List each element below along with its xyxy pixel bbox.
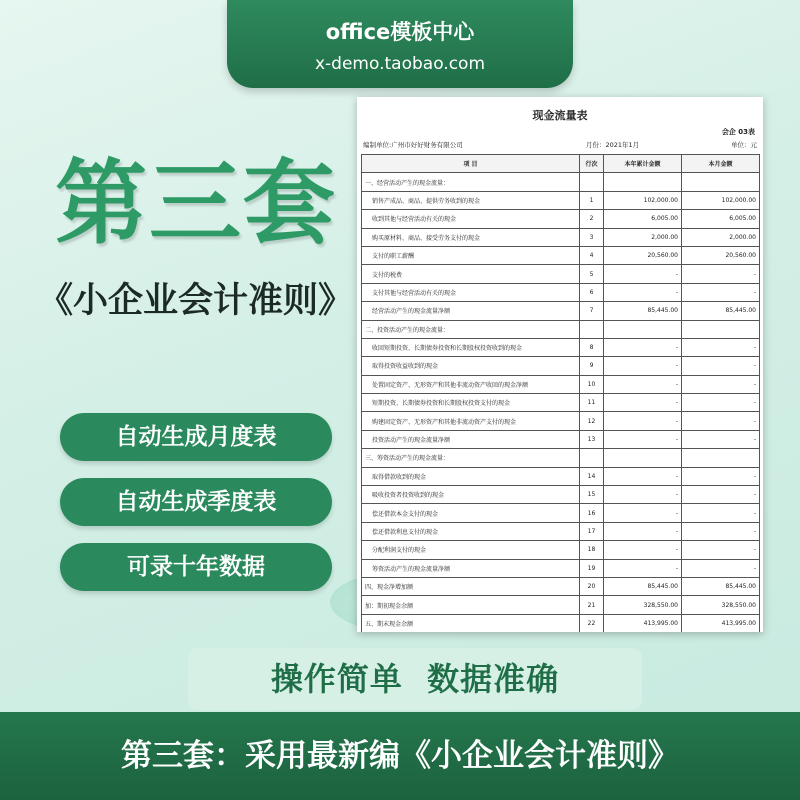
row-month-cell: -: [682, 559, 760, 577]
table-row: [362, 412, 760, 430]
row-item-cell: 四、现金净增加额: [362, 577, 580, 595]
row-ytd-cell: -: [604, 357, 682, 375]
row-month-cell: 85,445.00: [682, 302, 760, 320]
row-item-cell: 取得借款收到的现金: [362, 467, 580, 485]
row-month-cell: -: [682, 394, 760, 412]
row-month-cell: 102,000.00: [682, 191, 760, 209]
row-item-cell: 收回短期投资、长期债券投资和长期股权投资收到的现金: [362, 338, 580, 356]
table-row: [362, 596, 760, 614]
table-row: [362, 430, 760, 448]
table-header-row: [362, 155, 760, 173]
row-ytd-cell: -: [604, 412, 682, 430]
row-month-cell: [682, 449, 760, 467]
headline: 第三套: [55, 150, 338, 257]
document-month: 月份：2021年1月: [586, 141, 640, 149]
row-line-cell: 19: [580, 559, 604, 577]
table-row: [362, 375, 760, 393]
row-line-cell: 2: [580, 210, 604, 228]
row-item-cell: 支付的职工薪酬: [362, 246, 580, 264]
header-line: 行次: [580, 155, 604, 173]
row-month-cell: [682, 320, 760, 338]
row-line-cell: [580, 173, 604, 191]
row-ytd-cell: -: [604, 283, 682, 301]
row-line-cell: 18: [580, 541, 604, 559]
cash-flow-document: [357, 97, 763, 632]
tagline-text: 操作简单 数据准确: [270, 660, 560, 698]
table-row: [362, 191, 760, 209]
footer-banner: [0, 712, 800, 800]
row-month-cell: -: [682, 265, 760, 283]
row-item-cell: 筹资活动产生的现金流量净额: [362, 559, 580, 577]
row-line-cell: 8: [580, 338, 604, 356]
table-row: [362, 541, 760, 559]
table-body: [362, 173, 760, 632]
row-ytd-cell: [604, 449, 682, 467]
row-line-cell: 14: [580, 467, 604, 485]
row-line-cell: [580, 449, 604, 467]
row-month-cell: 413,995.00: [682, 614, 760, 632]
feature-pill-quarterly: 自动生成季度表: [60, 478, 332, 526]
row-line-cell: 7: [580, 302, 604, 320]
row-line-cell: [580, 320, 604, 338]
row-ytd-cell: -: [604, 265, 682, 283]
row-ytd-cell: [604, 320, 682, 338]
row-ytd-cell: -: [604, 522, 682, 540]
row-item-cell: 支付的税费: [362, 265, 580, 283]
row-item-cell: 经营活动产生的现金流量净额: [362, 302, 580, 320]
row-month-cell: -: [682, 430, 760, 448]
row-month-cell: -: [682, 375, 760, 393]
tagline-banner: [188, 648, 642, 710]
row-item-cell: 购买原材料、商品、接受劳务支付的现金: [362, 228, 580, 246]
document-meta: [363, 140, 757, 152]
row-month-cell: 20,560.00: [682, 246, 760, 264]
row-line-cell: 16: [580, 504, 604, 522]
document-form-number: 会企 03表: [721, 128, 755, 136]
row-item-cell: 偿还借款本金支付的现金: [362, 504, 580, 522]
row-item-cell: 短期投资、长期债券投资和长期股权投资支付的现金: [362, 394, 580, 412]
table-row: [362, 283, 760, 301]
row-item-cell: 五、期末现金余额: [362, 614, 580, 632]
row-line-cell: 12: [580, 412, 604, 430]
row-item-cell: 处置固定资产、无形资产和其他非流动资产收回的现金净额: [362, 375, 580, 393]
row-item-cell: 一、经营活动产生的现金流量：: [362, 173, 580, 191]
row-line-cell: 10: [580, 375, 604, 393]
row-item-cell: 支付其他与经营活动有关的现金: [362, 283, 580, 301]
banner-url: x-demo.taobao.com: [314, 54, 486, 74]
row-month-cell: 85,445.00: [682, 577, 760, 595]
row-month-cell: -: [682, 357, 760, 375]
table-row: [362, 338, 760, 356]
row-ytd-cell: -: [604, 375, 682, 393]
row-line-cell: 22: [580, 614, 604, 632]
row-line-cell: 21: [580, 596, 604, 614]
row-ytd-cell: 6,005.00: [604, 210, 682, 228]
table-row: [362, 504, 760, 522]
row-ytd-cell: -: [604, 504, 682, 522]
row-line-cell: 3: [580, 228, 604, 246]
subheadline: 《小企业会计准则》: [38, 281, 354, 321]
row-ytd-cell: -: [604, 486, 682, 504]
row-line-cell: 5: [580, 265, 604, 283]
row-line-cell: 13: [580, 430, 604, 448]
table-row: [362, 394, 760, 412]
table-row: [362, 449, 760, 467]
row-month-cell: -: [682, 522, 760, 540]
row-line-cell: 4: [580, 246, 604, 264]
table-row: [362, 228, 760, 246]
document-currency: 单位：元: [731, 141, 757, 149]
row-ytd-cell: 413,995.00: [604, 614, 682, 632]
table-row: [362, 320, 760, 338]
row-ytd-cell: -: [604, 467, 682, 485]
cash-flow-table: [361, 154, 760, 632]
row-ytd-cell: -: [604, 430, 682, 448]
row-ytd-cell: -: [604, 541, 682, 559]
document-unit: 编制单位:广州市好好财务有限公司: [363, 141, 463, 149]
row-item-cell: 分配利润支付的现金: [362, 541, 580, 559]
table-row: [362, 357, 760, 375]
table-row: [362, 614, 760, 632]
row-ytd-cell: 85,445.00: [604, 577, 682, 595]
row-item-cell: 投资活动产生的现金流量净额: [362, 430, 580, 448]
table-row: [362, 486, 760, 504]
feature-pill-monthly: 自动生成月度表: [60, 413, 332, 461]
document-title: 现金流量表: [532, 109, 588, 122]
header-month: 本月金额: [682, 155, 760, 173]
row-ytd-cell: 328,550.00: [604, 596, 682, 614]
row-month-cell: 328,550.00: [682, 596, 760, 614]
row-line-cell: 9: [580, 357, 604, 375]
row-line-cell: 11: [580, 394, 604, 412]
row-item-cell: 三、筹资活动产生的现金流量：: [362, 449, 580, 467]
row-item-cell: 加：期初现金余额: [362, 596, 580, 614]
row-ytd-cell: 2,000.00: [604, 228, 682, 246]
table-row: [362, 210, 760, 228]
row-ytd-cell: -: [604, 338, 682, 356]
row-ytd-cell: 85,445.00: [604, 302, 682, 320]
row-month-cell: -: [682, 338, 760, 356]
row-ytd-cell: 102,000.00: [604, 191, 682, 209]
banner-shop-name: office模板中心: [325, 20, 475, 44]
footer-text: 第三套：采用最新编《小企业会计准则》: [121, 738, 679, 774]
row-line-cell: 17: [580, 522, 604, 540]
row-item-cell: 二、投资活动产生的现金流量：: [362, 320, 580, 338]
row-ytd-cell: 20,560.00: [604, 246, 682, 264]
header-ytd: 本年累计金额: [604, 155, 682, 173]
row-ytd-cell: [604, 173, 682, 191]
row-item-cell: 偿还借款利息支付的现金: [362, 522, 580, 540]
row-item-cell: 吸收投资者投资收到的现金: [362, 486, 580, 504]
row-line-cell: 6: [580, 283, 604, 301]
row-item-cell: 收到其他与经营活动有关的现金: [362, 210, 580, 228]
table-row: [362, 467, 760, 485]
table-row: [362, 265, 760, 283]
row-line-cell: 15: [580, 486, 604, 504]
row-month-cell: -: [682, 486, 760, 504]
row-line-cell: 20: [580, 577, 604, 595]
table-row: [362, 559, 760, 577]
row-month-cell: 2,000.00: [682, 228, 760, 246]
row-ytd-cell: -: [604, 394, 682, 412]
row-month-cell: [682, 173, 760, 191]
table-row: [362, 302, 760, 320]
table-row: [362, 522, 760, 540]
table-row: [362, 577, 760, 595]
feature-pill-ten-years: 可录十年数据: [60, 543, 332, 591]
table-row: [362, 173, 760, 191]
header-item: 项 目: [362, 155, 580, 173]
row-month-cell: -: [682, 412, 760, 430]
row-line-cell: 1: [580, 191, 604, 209]
row-item-cell: 购建固定资产、无形资产和其他非流动资产支付的现金: [362, 412, 580, 430]
row-month-cell: -: [682, 541, 760, 559]
row-month-cell: -: [682, 283, 760, 301]
row-month-cell: -: [682, 504, 760, 522]
row-ytd-cell: -: [604, 559, 682, 577]
top-banner: [227, 0, 573, 88]
row-item-cell: 销售产成品、商品、提供劳务收到的现金: [362, 191, 580, 209]
row-item-cell: 取得投资收益收到的现金: [362, 357, 580, 375]
row-month-cell: 6,005.00: [682, 210, 760, 228]
table-row: [362, 246, 760, 264]
row-month-cell: -: [682, 467, 760, 485]
